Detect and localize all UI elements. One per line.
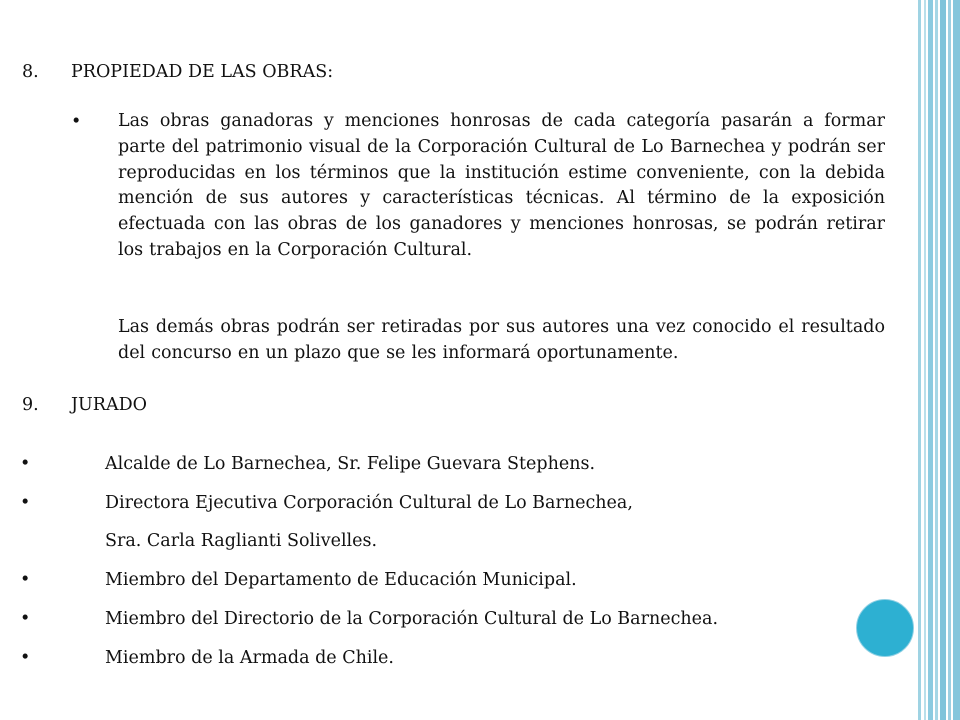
jury-item: Alcalde de Lo Barnechea, Sr. Felipe Guevara Stephens.	[105, 454, 596, 474]
section-8-paragraph-2: Las demás obras podrán ser retiradas por sus autores una vez conocido el resultado del concurso en un plazo que se les informará oportunamente.	[118, 317, 885, 363]
side-bar	[924, 0, 926, 720]
section-8-paragraph-1: Las obras ganadoras y menciones honrosas de cada categoría pasarán a formar parte del patrimonio visual de la Corporación Cultural de Lo Barnechea y podrán ser reproducidas en los términos que la institución estime conveniente, con la debida mención de sus autores y características técnicas. Al término de la exposición efectuada con las obras de los ganadores y menciones honrosas, se podrán retirar los trabajos en la Corporación Cultural.	[118, 111, 885, 260]
side-bar	[935, 0, 938, 720]
jury-item: Directora Ejecutiva Corporación Cultural de Lo Barnechea,	[105, 493, 633, 513]
jury-item: Miembro del Directorio de la Corporación Cultural de Lo Barnechea.	[105, 609, 719, 629]
side-bar	[953, 0, 960, 720]
side-bar	[918, 0, 921, 720]
side-bar	[928, 0, 933, 720]
jury-item: Miembro del Departamento de Educación Municipal.	[105, 570, 577, 590]
section-9-heading: JURADO	[71, 395, 147, 415]
bullet-icon: •	[20, 648, 31, 668]
bullet-icon: •	[20, 493, 31, 513]
bullet-icon: •	[20, 454, 31, 474]
decorative-circle	[856, 599, 914, 657]
section-9-number: 9.	[22, 395, 39, 415]
bullet-icon: •	[20, 609, 31, 629]
section-8-number: 8.	[22, 62, 39, 82]
jury-item-continuation: Sra. Carla Raglianti Solivelles.	[105, 531, 378, 551]
section-8-heading: PROPIEDAD DE LAS OBRAS:	[71, 62, 334, 82]
bullet-icon: •	[20, 570, 31, 590]
side-bar	[948, 0, 951, 720]
bullet-icon: •	[71, 112, 82, 132]
jury-item: Miembro de la Armada de Chile.	[105, 648, 394, 668]
decorative-side-bars	[918, 0, 960, 720]
side-bar	[940, 0, 946, 720]
